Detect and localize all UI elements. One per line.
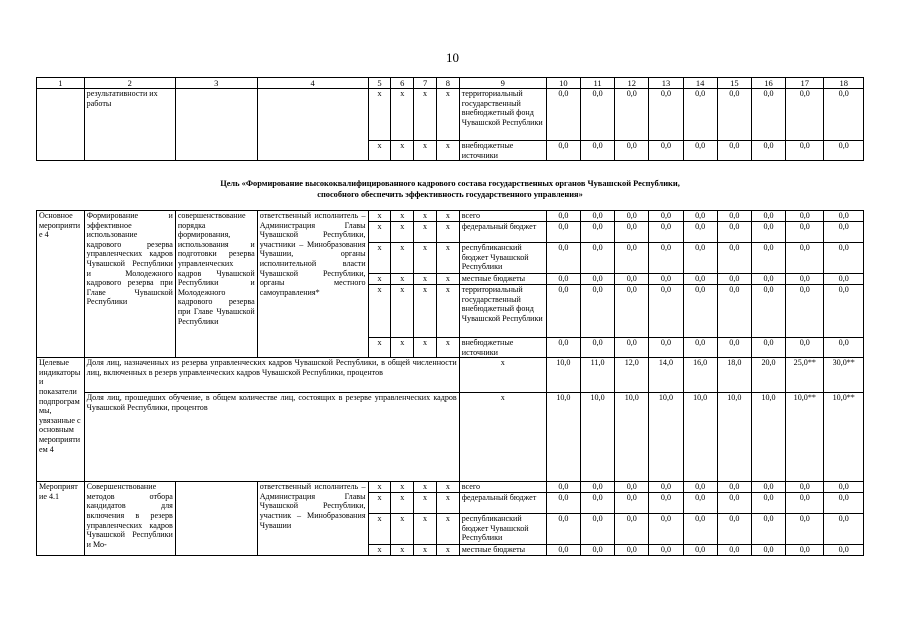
indicator-text: Доля лиц, назначенных из резерва управленческих кадров Чувашской Республики, в общей численности лиц, включенных в резерв управленческих кадров Чувашской Республики, процентов — [84, 358, 459, 393]
value-cell: 0,0 — [615, 141, 649, 161]
value-cell: 0,0 — [683, 482, 717, 493]
table-row — [37, 211, 864, 222]
value-cell: 0,0 — [546, 482, 580, 493]
x-mark: x — [391, 243, 414, 274]
x-mark: x — [391, 285, 414, 338]
measure-name: результативности их работы — [84, 89, 175, 161]
funding-source: территориальный государственный внебюджетный фонд Чувашской Республики — [459, 285, 546, 338]
value-cell: 0,0 — [751, 545, 785, 556]
value-cell: 0,0 — [615, 514, 649, 545]
indicator-value: 10,0 — [751, 393, 785, 482]
value-cell: 0,0 — [751, 89, 785, 141]
x-mark: x — [368, 482, 391, 493]
funding-source: федеральный бюджет — [459, 222, 546, 243]
value-cell: 0,0 — [824, 89, 864, 141]
value-cell: 0,0 — [546, 338, 580, 358]
indicator-value: 20,0 — [751, 358, 785, 393]
value-cell: 0,0 — [581, 285, 615, 338]
value-cell: 0,0 — [615, 89, 649, 141]
value-cell: 0,0 — [683, 493, 717, 514]
value-cell: 0,0 — [581, 514, 615, 545]
x-mark: x — [368, 285, 391, 338]
funding-source: местные бюджеты — [459, 274, 546, 285]
value-cell: 0,0 — [786, 222, 824, 243]
indicator-value: 10,0 — [717, 393, 751, 482]
x-mark: x — [459, 393, 546, 482]
indicator-value: 18,0 — [717, 358, 751, 393]
value-cell: 0,0 — [615, 243, 649, 274]
column-number: 17 — [786, 78, 824, 89]
value-cell: 0,0 — [786, 338, 824, 358]
value-cell: 0,0 — [683, 514, 717, 545]
x-mark: x — [414, 243, 437, 274]
x-mark: x — [414, 222, 437, 243]
main-measure-4-purpose: совершенствование порядка формирования, использования и подготовки резерва управленческих кадров Чувашской Республики и Молодежного кадрового резерва при Главе Чувашской Республики — [175, 211, 257, 358]
funding-source: федеральный бюджет — [459, 493, 546, 514]
x-mark: x — [368, 89, 391, 141]
x-mark: x — [436, 482, 459, 493]
value-cell: 0,0 — [649, 545, 683, 556]
value-cell: 0,0 — [717, 545, 751, 556]
measure-4-1-responsible: ответственный исполнитель – Администрация Главы Чувашской Республики, участник – Минобразования Чувашии — [257, 482, 368, 556]
value-cell: 0,0 — [683, 545, 717, 556]
value-cell: 0,0 — [615, 274, 649, 285]
value-cell: 0,0 — [546, 493, 580, 514]
x-mark: x — [414, 274, 437, 285]
value-cell: 0,0 — [581, 141, 615, 161]
value-cell: 0,0 — [683, 274, 717, 285]
goal-line-2: способного обеспечить эффективность государственного управления» — [317, 190, 583, 199]
value-cell: 0,0 — [717, 493, 751, 514]
x-mark: x — [436, 545, 459, 556]
value-cell: 0,0 — [683, 211, 717, 222]
value-cell: 0,0 — [581, 482, 615, 493]
x-mark: x — [391, 493, 414, 514]
value-cell: 0,0 — [786, 89, 824, 141]
value-cell: 0,0 — [751, 493, 785, 514]
value-cell: 0,0 — [683, 338, 717, 358]
value-cell: 0,0 — [581, 338, 615, 358]
purpose-cell — [175, 89, 257, 161]
value-cell: 0,0 — [615, 482, 649, 493]
x-mark: x — [391, 211, 414, 222]
value-cell: 0,0 — [683, 89, 717, 141]
value-cell: 0,0 — [751, 222, 785, 243]
x-mark: x — [436, 141, 459, 161]
value-cell: 0,0 — [824, 211, 864, 222]
column-number: 12 — [615, 78, 649, 89]
value-cell: 0,0 — [717, 211, 751, 222]
value-cell: 0,0 — [615, 211, 649, 222]
x-mark: x — [368, 222, 391, 243]
value-cell: 0,0 — [581, 493, 615, 514]
x-mark: x — [368, 338, 391, 358]
indicator-value: 14,0 — [649, 358, 683, 393]
value-cell: 0,0 — [581, 274, 615, 285]
x-mark: x — [368, 274, 391, 285]
indicator-value: 16,0 — [683, 358, 717, 393]
value-cell: 0,0 — [649, 89, 683, 141]
x-mark: x — [414, 493, 437, 514]
value-cell: 0,0 — [649, 482, 683, 493]
column-number: 10 — [546, 78, 580, 89]
column-number: 2 — [84, 78, 175, 89]
x-mark: x — [436, 243, 459, 274]
goal-heading — [36, 178, 864, 200]
funding-source: территориальный государственный внебюджетный фонд Чувашской Республики — [459, 89, 546, 141]
x-mark: x — [414, 211, 437, 222]
value-cell: 0,0 — [546, 89, 580, 141]
top-block-table — [36, 88, 864, 161]
x-mark: x — [368, 514, 391, 545]
value-cell: 0,0 — [717, 514, 751, 545]
value-cell: 0,0 — [649, 211, 683, 222]
funding-source: внебюджетные источники — [459, 141, 546, 161]
x-mark: x — [368, 211, 391, 222]
value-cell: 0,0 — [824, 493, 864, 514]
value-cell: 0,0 — [786, 545, 824, 556]
value-cell: 0,0 — [546, 285, 580, 338]
x-mark: x — [391, 141, 414, 161]
indicator-row — [37, 358, 864, 393]
column-number: 16 — [751, 78, 785, 89]
value-cell: 0,0 — [683, 141, 717, 161]
value-cell: 0,0 — [824, 285, 864, 338]
value-cell: 0,0 — [546, 211, 580, 222]
value-cell: 0,0 — [751, 285, 785, 338]
goal-line-1: Цель «Формирование высококвалифицированного кадрового состава государственных органов Чувашской Республики, — [220, 179, 680, 188]
x-mark: x — [368, 493, 391, 514]
value-cell: 0,0 — [717, 285, 751, 338]
indicator-text: Доля лиц, прошедших обучение, в общем количестве лиц, состоящих в резерве управленческих кадров Чувашской Республики, процентов — [84, 393, 459, 482]
x-mark: x — [391, 338, 414, 358]
value-cell: 0,0 — [546, 514, 580, 545]
x-mark: x — [414, 89, 437, 141]
table-row — [37, 89, 864, 141]
value-cell: 0,0 — [649, 243, 683, 274]
column-number: 3 — [175, 78, 257, 89]
value-cell: 0,0 — [717, 243, 751, 274]
column-number: 1 — [37, 78, 85, 89]
value-cell: 0,0 — [786, 274, 824, 285]
column-number: 6 — [391, 78, 414, 89]
main-table — [36, 210, 864, 556]
funding-source: республиканский бюджет Чувашской Республики — [459, 243, 546, 274]
value-cell: 0,0 — [546, 545, 580, 556]
value-cell: 0,0 — [717, 274, 751, 285]
value-cell: 0,0 — [546, 222, 580, 243]
indicator-value: 10,0** — [786, 393, 824, 482]
indicator-value: 30,0** — [824, 358, 864, 393]
value-cell: 0,0 — [546, 274, 580, 285]
x-mark: x — [414, 482, 437, 493]
label-cell — [37, 89, 85, 161]
value-cell: 0,0 — [786, 141, 824, 161]
column-number: 4 — [257, 78, 368, 89]
x-mark: x — [414, 545, 437, 556]
value-cell: 0,0 — [683, 285, 717, 338]
value-cell: 0,0 — [581, 545, 615, 556]
column-number: 15 — [717, 78, 751, 89]
value-cell: 0,0 — [581, 222, 615, 243]
column-number: 8 — [436, 78, 459, 89]
value-cell: 0,0 — [824, 514, 864, 545]
x-mark: x — [391, 274, 414, 285]
indicators-label: Целевые индикаторы и показатели подпрограммы, увязанные с основным мероприятием 4 — [37, 358, 85, 482]
x-mark: x — [414, 285, 437, 338]
column-number: 18 — [824, 78, 864, 89]
indicator-value: 12,0 — [615, 358, 649, 393]
value-cell: 0,0 — [649, 338, 683, 358]
x-mark: x — [436, 211, 459, 222]
value-cell: 0,0 — [824, 482, 864, 493]
column-number: 9 — [459, 78, 546, 89]
indicator-value: 10,0 — [546, 393, 580, 482]
value-cell: 0,0 — [824, 338, 864, 358]
column-number: 11 — [581, 78, 615, 89]
x-mark: x — [368, 141, 391, 161]
value-cell: 0,0 — [649, 222, 683, 243]
indicator-row — [37, 393, 864, 482]
value-cell: 0,0 — [649, 285, 683, 338]
column-number: 7 — [414, 78, 437, 89]
value-cell: 0,0 — [683, 222, 717, 243]
value-cell: 0,0 — [786, 482, 824, 493]
indicator-value: 10,0 — [581, 393, 615, 482]
value-cell: 0,0 — [824, 141, 864, 161]
funding-source: внебюджетные источники — [459, 338, 546, 358]
value-cell: 0,0 — [751, 514, 785, 545]
value-cell: 0,0 — [615, 222, 649, 243]
value-cell: 0,0 — [649, 274, 683, 285]
value-cell: 0,0 — [824, 274, 864, 285]
column-number: 13 — [649, 78, 683, 89]
value-cell: 0,0 — [615, 545, 649, 556]
value-cell: 0,0 — [717, 222, 751, 243]
x-mark: x — [436, 338, 459, 358]
value-cell: 0,0 — [615, 285, 649, 338]
value-cell: 0,0 — [649, 514, 683, 545]
x-mark: x — [436, 285, 459, 338]
indicator-value: 25,0** — [786, 358, 824, 393]
x-mark: x — [391, 482, 414, 493]
x-mark: x — [368, 545, 391, 556]
value-cell: 0,0 — [786, 493, 824, 514]
value-cell: 0,0 — [649, 493, 683, 514]
value-cell: 0,0 — [786, 211, 824, 222]
x-mark: x — [414, 141, 437, 161]
measure-4-1-name: Совершенствование методов отбора кандидатов для включения в резерв управленческих кадров Чувашской Республики и Мо- — [84, 482, 175, 556]
x-mark: x — [436, 514, 459, 545]
funding-source: всего — [459, 211, 546, 222]
main-measure-4-responsible: ответственный исполнитель – Администрация Главы Чувашской Республики, участники – Минобразования Чувашии, органы исполнительной власти Чувашской Республики, органы местного самоуправления* — [257, 211, 368, 358]
value-cell: 0,0 — [751, 141, 785, 161]
page-number: 10 — [446, 50, 459, 65]
funding-source: республиканский бюджет Чувашской Республики — [459, 514, 546, 545]
value-cell: 0,0 — [615, 493, 649, 514]
value-cell: 0,0 — [824, 243, 864, 274]
x-mark: x — [436, 222, 459, 243]
value-cell: 0,0 — [649, 141, 683, 161]
funding-source: всего — [459, 482, 546, 493]
table-row — [37, 482, 864, 493]
value-cell: 0,0 — [751, 243, 785, 274]
x-mark: x — [391, 545, 414, 556]
value-cell: 0,0 — [824, 222, 864, 243]
indicator-value: 10,0 — [683, 393, 717, 482]
x-mark: x — [368, 243, 391, 274]
column-number: 5 — [368, 78, 391, 89]
value-cell: 0,0 — [751, 482, 785, 493]
value-cell: 0,0 — [717, 482, 751, 493]
main-measure-4-name: Формирование и эффективное использование кадрового резерва управленческих кадров Чувашской Республики и Молодежного кадрового резерва при Главе Чувашской Республики — [84, 211, 175, 358]
value-cell: 0,0 — [581, 89, 615, 141]
value-cell: 0,0 — [751, 211, 785, 222]
value-cell: 0,0 — [581, 211, 615, 222]
x-mark: x — [391, 514, 414, 545]
x-mark: x — [414, 338, 437, 358]
value-cell: 0,0 — [751, 338, 785, 358]
x-mark: x — [414, 514, 437, 545]
value-cell: 0,0 — [546, 243, 580, 274]
value-cell: 0,0 — [751, 274, 785, 285]
column-number: 14 — [683, 78, 717, 89]
x-mark: x — [436, 274, 459, 285]
value-cell: 0,0 — [615, 338, 649, 358]
measure-4-1-purpose — [175, 482, 257, 556]
value-cell: 0,0 — [786, 514, 824, 545]
indicator-value: 10,0 — [615, 393, 649, 482]
value-cell: 0,0 — [683, 243, 717, 274]
value-cell: 0,0 — [717, 89, 751, 141]
x-mark: x — [459, 358, 546, 393]
main-measure-4-label: Основное мероприятие 4 — [37, 211, 85, 358]
x-mark: x — [391, 222, 414, 243]
responsible-cell — [257, 89, 368, 161]
x-mark: x — [436, 493, 459, 514]
indicator-value: 10,0 — [649, 393, 683, 482]
value-cell: 0,0 — [546, 141, 580, 161]
x-mark: x — [391, 89, 414, 141]
indicator-value: 10,0** — [824, 393, 864, 482]
value-cell: 0,0 — [717, 141, 751, 161]
value-cell: 0,0 — [786, 243, 824, 274]
value-cell: 0,0 — [824, 545, 864, 556]
value-cell: 0,0 — [717, 338, 751, 358]
value-cell: 0,0 — [786, 285, 824, 338]
indicator-value: 11,0 — [581, 358, 615, 393]
funding-source: местные бюджеты — [459, 545, 546, 556]
x-mark: x — [436, 89, 459, 141]
measure-4-1-label: Мероприятие 4.1 — [37, 482, 85, 556]
value-cell: 0,0 — [581, 243, 615, 274]
indicator-value: 10,0 — [546, 358, 580, 393]
